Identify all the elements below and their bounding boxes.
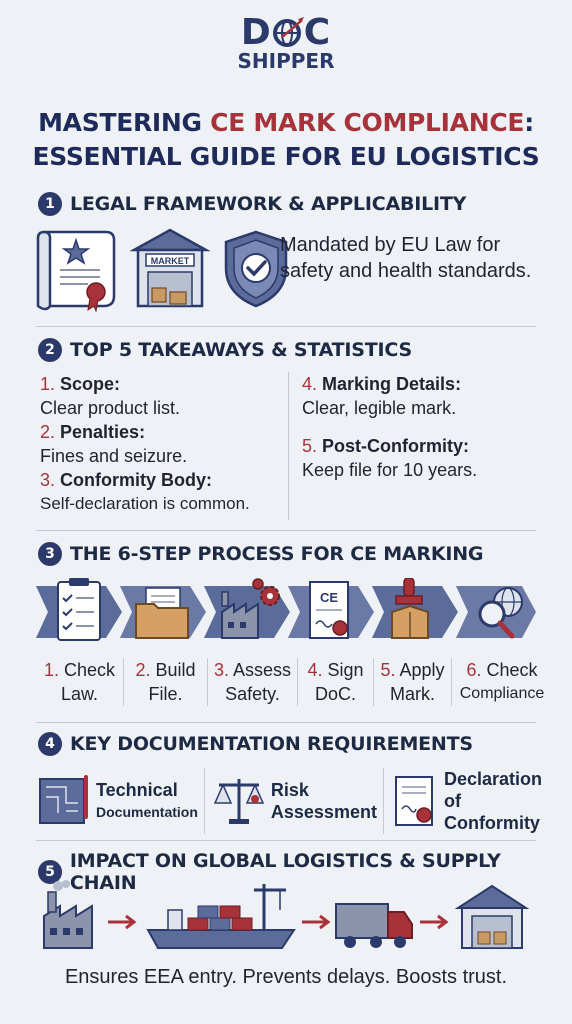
process-step: 2. Build File. <box>124 658 208 706</box>
legal-framework-text: Mandated by EU Law for safety and health standards. <box>280 234 532 282</box>
section-number: 4 <box>38 732 62 756</box>
takeaways-right-column <box>302 372 477 482</box>
takeaway-item: 2. Penalties: Fines and seizure. <box>40 422 188 466</box>
globe-plane-icon <box>272 17 304 47</box>
process-step: 5. Apply Mark. <box>374 658 452 706</box>
section-title: IMPACT ON GLOBAL LOGISTICS & SUPPLY CHAIN <box>69 850 501 894</box>
takeaways-left-column <box>40 372 250 516</box>
section-2-header <box>38 338 412 362</box>
doc-technical: Technical Documentation <box>36 768 205 834</box>
title-line-1: MASTERING CE MARK COMPLIANCE: <box>38 108 534 137</box>
section-number: 3 <box>38 542 62 566</box>
takeaway-item: 5. Post-Conformity: Keep file for 10 years. <box>302 436 478 480</box>
declaration-certificate-icon <box>390 773 440 829</box>
supply-chain-graphic <box>36 880 546 952</box>
process-step: 6. Check Compliance <box>459 660 545 702</box>
section-title: THE 6-STEP PROCESS FOR CE MARKING <box>70 543 484 565</box>
divider <box>36 326 536 327</box>
arrow-right-icon <box>108 916 134 928</box>
ce-mark: CE <box>319 590 339 605</box>
takeaway-item: 4. Marking Details: Clear, legible mark. <box>302 374 462 418</box>
divider <box>36 840 536 841</box>
section-1-header <box>38 192 466 216</box>
docshipper-logo <box>0 14 572 72</box>
section-4-header <box>38 732 473 756</box>
page-title <box>0 106 572 174</box>
process-step: 4. Sign DoC. <box>298 658 374 706</box>
divider <box>36 722 536 723</box>
legal-icons <box>36 226 294 312</box>
divider <box>36 530 536 531</box>
clipboard-checklist-icon <box>58 578 100 640</box>
doc-declaration: Declaration of Conformity <box>390 768 548 834</box>
section-number: 2 <box>38 338 62 362</box>
section-number: 1 <box>38 192 62 216</box>
process-step: 3. Assess Safety. <box>208 658 298 706</box>
process-arrow-strip <box>36 578 538 646</box>
column-divider <box>288 372 289 520</box>
process-step-labels <box>36 658 556 706</box>
title-line-2: ESSENTIAL GUIDE FOR EU LOGISTICS <box>32 142 540 171</box>
market-sign: MARKET <box>150 256 190 266</box>
logo-wordmark: D C <box>240 12 332 53</box>
section-title: TOP 5 TAKEAWAYS & STATISTICS <box>70 339 412 361</box>
scales-icon <box>211 773 267 829</box>
section-title: LEGAL FRAMEWORK & APPLICABILITY <box>70 193 467 215</box>
arrow-right-icon <box>302 916 328 928</box>
ce-declaration-icon <box>310 582 348 638</box>
process-step: 1. Check Law. <box>36 658 124 706</box>
warehouse-icon <box>458 886 526 948</box>
factory-icon <box>44 880 92 948</box>
impact-summary: Ensures EEA entry. Prevents delays. Boosts trust. <box>64 966 508 988</box>
market-building-icon <box>130 226 210 312</box>
cargo-ship-icon <box>148 884 294 948</box>
doc-risk: Risk Assessment <box>211 768 384 834</box>
section-title: KEY DOCUMENTATION REQUIREMENTS <box>70 733 473 755</box>
truck-icon <box>336 904 412 948</box>
takeaway-item: 3. Conformity Body: Self-declaration is common. <box>40 470 250 513</box>
documentation-list <box>36 768 546 834</box>
section-3-header <box>38 542 483 566</box>
section-number: 5 <box>38 860 62 884</box>
arrow-chevrons <box>36 586 536 638</box>
arrow-right-icon <box>420 916 446 928</box>
logo-subtitle: SHIPPER <box>237 49 335 73</box>
certificate-icon <box>36 226 122 312</box>
blueprint-icon <box>36 773 92 829</box>
takeaway-item: 1. Scope: Clear product list. <box>40 374 181 418</box>
